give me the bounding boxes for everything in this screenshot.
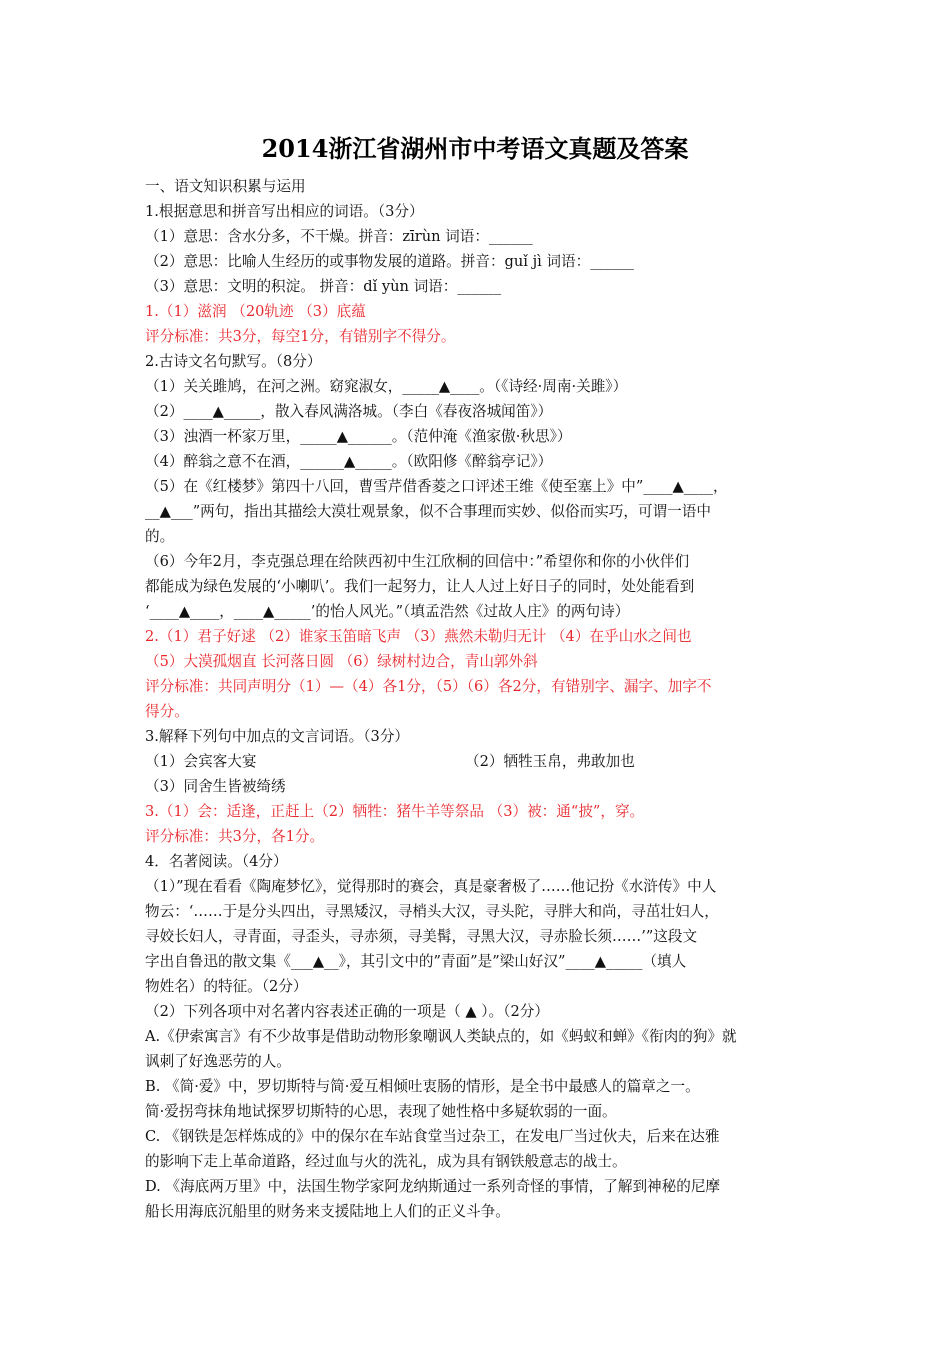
text-line: （2）下列各项中对名著内容表述正确的一项是（ ▲ ）。（2分） [145, 1003, 549, 1020]
text-line: C. 《钢铁是怎样炼成的》中的保尔在车站食堂当过杂工，在发电厂当过伙夫，后来在达雅 [145, 1128, 720, 1145]
text-line: （4）醉翁之意不在酒，______▲_____。（欧阳修《醉翁亭记》） [145, 453, 553, 470]
text-line: 字出自鲁迅的散文集《___▲__》，其引文中的”青面”是”梁山好汉”____▲_____（填人 [145, 953, 687, 970]
text-line: （3）意思：文明的积淀。 拼音：dǐ yùn 词语：______ [145, 278, 502, 295]
text-line: （5）在《红楼梦》第四十八回，曹雪芹借香菱之口评述王维《使至塞上》中”____▲____， [145, 478, 728, 495]
text-line: （2）____▲_____，散入春风满洛城。（李白《春夜洛城闻笛》） [145, 403, 553, 420]
text-line: 都能成为绿色发展的‘小喇叭’。我们一起努力，让人人过上好日子的同时，处处能看到 [145, 578, 695, 595]
answer-line: 得分。 [145, 703, 189, 720]
text-line: （1）意思：含水分多，不干燥。拼音：zīrùn 词语：______ [145, 228, 533, 245]
text-line: ‘____▲____，____▲_____’的怡人风光。”（填孟浩然《过故人庄》的两句诗） [145, 603, 630, 620]
answer-line: 1.（1）滋润 （20轨迹 （3）底蕴 [145, 303, 366, 320]
text-line: 船长用海底沉船里的财务来支援陆地上人们的正义斗争。 [145, 1203, 510, 1220]
text-line: D. 《海底两万里》中，法国生物学家阿龙纳斯通过一系列奇怪的事情，了解到神秘的尼摩 [145, 1178, 721, 1195]
answer-line: 评分标准：共同声明分（1）—（4）各1分，（5）（6）各2分，有错别字、漏字、加字不 [145, 678, 712, 695]
text-line: 1.根据意思和拼音写出相应的词语。（3分） [145, 203, 424, 220]
text-line: __▲___”两句，指出其描绘大漠壮观景象，似不合事理而实妙、似俗而实巧，可谓一语中 [145, 503, 711, 520]
answer-line: 2.（1）君子好逑 （2）谁家玉笛暗飞声 （3）燕然未勒归无计 （4）在乎山水之间也 [145, 628, 692, 645]
column-left: （1）会宾客大宴 [145, 753, 257, 770]
text-line: （2）意思：比喻人生经历的或事物发展的道路。拼音：guǐ jì 词语：______ [145, 253, 634, 270]
text-line: （1）”现在看看《陶庵梦忆》，觉得那时的赛会，真是豪奢极了……他记扮《水浒传》中人 [145, 878, 717, 895]
text-line: 寻姣长妇人，寻青面，寻歪头，寻赤须，寻美髯，寻黑大汉，寻赤脸长须……’”这段文 [145, 928, 698, 945]
document-body [145, 174, 813, 1224]
text-line: 2.古诗文名句默写。（8分） [145, 353, 322, 370]
text-line: 简·爱拐弯抹角地试探罗切斯特的心思，表现了她性格中多疑软弱的一面。 [145, 1103, 617, 1120]
text-line: 的。 [145, 528, 175, 545]
text-line: 物姓名）的特征。（2分） [145, 978, 308, 995]
text-line: 的影响下走上革命道路，经过血与火的洗礼，成为具有钢铁般意志的战士。 [145, 1153, 627, 1170]
text-line: 一、语文知识积累与运用 [145, 178, 306, 195]
document-title: 2014浙江省湖州市中考语文真题及答案 [261, 134, 689, 163]
text-line: （6）今年2月，李克强总理在给陕西初中生江欣桐的回信中：”希望你和你的小伙伴们 [145, 553, 690, 570]
text-line: （3）同舍生皆被绮绣 [145, 778, 286, 795]
text-line: 讽刺了好逸恶劳的人。 [145, 1053, 291, 1070]
text-line: 3.解释下列句中加点的文言词语。（3分） [145, 728, 410, 745]
answer-line: （5）大漠孤烟直 长河落日圆 （6）绿树村边合，青山郭外斜 [145, 653, 538, 670]
text-line: 物云：‘……于是分头四出，寻黑矮汉，寻梢头大汉，寻头陀，寻胖大和尚，寻茁壮妇人， [145, 903, 719, 920]
text-line [145, 749, 813, 774]
column-right: （2）牺牲玉帛，弗敢加也 [465, 753, 635, 770]
text-line: B. 《简·爱》中，罗切斯特与简·爱互相倾吐衷肠的情形，是全书中最感人的篇章之一。 [145, 1078, 700, 1095]
two-column-row [145, 749, 635, 774]
answer-line: 评分标准：共3分，各1分。 [145, 828, 325, 845]
text-line: 4．名著阅读。（4分） [145, 853, 288, 870]
text-line: A.《伊索寓言》有不少故事是借助动物形象嘲讽人类缺点的，如《蚂蚁和蝉》《衔肉的狗》就 [145, 1028, 737, 1045]
answer-line: 3.（1）会：适逢，正赶上（2）牺牲：猪牛羊等祭品 （3）被：通“披”，穿。 [145, 803, 645, 820]
answer-line: 评分标准：共3分，每空1分，有错别字不得分。 [145, 328, 456, 345]
text-line: （3）浊酒一杯家万里，_____▲______。（范仲淹《渔家傲·秋思》） [145, 428, 572, 445]
text-line: （1）关关雎鸠，在河之洲。窈窕淑女，_____▲____。（《诗经·周南·关雎》） [145, 378, 628, 395]
